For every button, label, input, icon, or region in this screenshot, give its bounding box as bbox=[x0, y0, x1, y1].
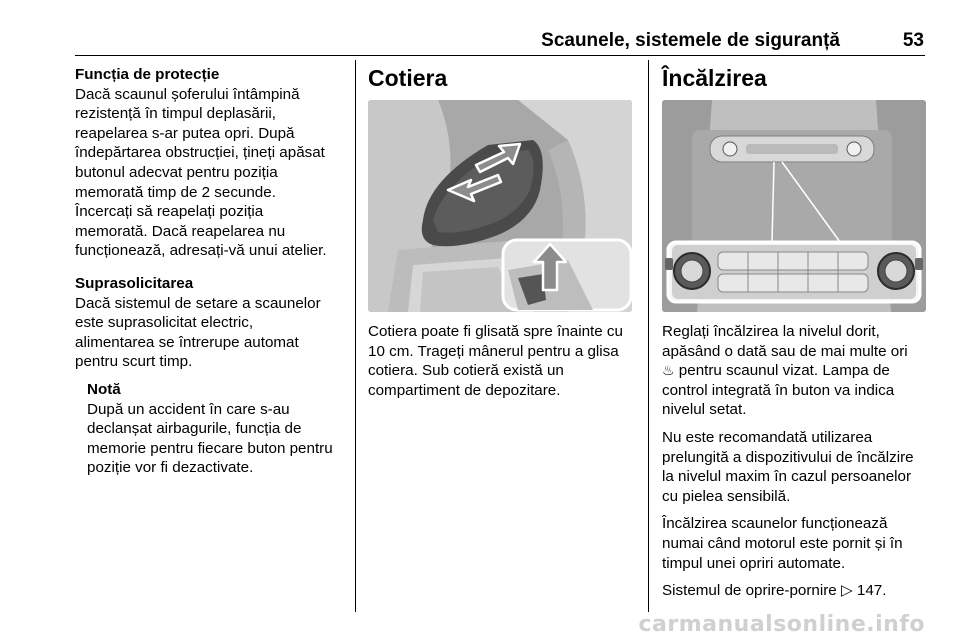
text-line: Nu este recomandată utilizarea bbox=[662, 428, 873, 446]
page-number: 53 bbox=[902, 30, 924, 51]
text-line: reapelarea s-ar putea opri. După bbox=[75, 124, 295, 142]
text-line: la nivelul maxim în cazul persoanelor bbox=[662, 468, 912, 486]
protection-paragraph bbox=[75, 85, 351, 261]
text-line bbox=[662, 361, 927, 381]
overload-paragraph bbox=[75, 294, 351, 372]
column-divider-left bbox=[355, 60, 356, 612]
text-line: funcționează, adresați-vă unui atelier. bbox=[75, 242, 327, 260]
text-line: este suprasolicitat electric, bbox=[75, 314, 254, 332]
seat-heating-controls-illustration bbox=[662, 100, 926, 312]
column-1 bbox=[75, 65, 351, 478]
text-line: timpul unei opriri automate. bbox=[662, 554, 846, 572]
text-span: pentru scaunul vizat. Lampa de bbox=[678, 362, 890, 380]
page-reference-link[interactable]: 147. bbox=[856, 582, 887, 600]
text-span: Sistemul de oprire-pornire bbox=[662, 582, 837, 600]
column-divider-right bbox=[648, 60, 649, 612]
heating-section-title: Încălzirea bbox=[662, 65, 767, 91]
text-line: compartiment de depozitare. bbox=[368, 381, 561, 399]
text-line: După un accident în care s-au bbox=[87, 400, 290, 418]
text-line bbox=[662, 581, 927, 601]
text-line: memorată timp de 2 secunde. bbox=[75, 183, 276, 201]
protection-subheading: Funcția de protecție bbox=[75, 66, 220, 83]
heating-text bbox=[662, 322, 927, 601]
text-line: butonul adecvat pentru poziția bbox=[75, 163, 278, 181]
watermark: carmanualsonline.info bbox=[638, 612, 925, 637]
text-line: apăsând o dată sau de mai multe ori bbox=[662, 342, 908, 360]
overload-subheading: Suprasolicitarea bbox=[75, 274, 194, 292]
column-3 bbox=[662, 65, 927, 91]
text-line: Dacă sistemul de setare a scaunelor bbox=[75, 294, 321, 312]
text-line: cu pielea sensibilă. bbox=[662, 487, 791, 505]
text-line: cotiera. Sub cotieră există un bbox=[368, 362, 564, 380]
armrest-paragraph bbox=[368, 322, 636, 400]
text-line: prelungită a dispozitivului de încălzire bbox=[662, 448, 914, 466]
heating-paragraph-2 bbox=[662, 428, 927, 506]
text-line: îndepărtarea obstrucției, țineți apăsat bbox=[75, 144, 325, 162]
page-reference-arrow-icon: ▷ bbox=[840, 582, 853, 600]
note-box bbox=[75, 380, 351, 478]
header-rule bbox=[75, 55, 925, 56]
text-line: 10 cm. Trageți mânerul pentru a glisa bbox=[368, 342, 619, 360]
heating-paragraph-3 bbox=[662, 514, 927, 573]
text-line: declanșat airbagurile, funcția de bbox=[87, 420, 302, 438]
text-line: numai când motorul este pornit și în bbox=[662, 534, 903, 552]
text-line: poziție vor fi dezactivate. bbox=[87, 459, 254, 477]
text-line: nivelul setat. bbox=[662, 401, 747, 419]
text-line: Încercați să reapelați poziția bbox=[75, 203, 264, 221]
heating-paragraph-1 bbox=[662, 322, 927, 420]
text-line: control integrată în buton va indica bbox=[662, 381, 895, 399]
page-header-title: Scaunele, sistemele de siguranță bbox=[541, 30, 840, 51]
text-line: Cotiera poate fi glisată spre înainte cu bbox=[368, 323, 623, 340]
text-line: alimentarea se întrerupe automat bbox=[75, 333, 299, 351]
armrest-section-title: Cotiera bbox=[368, 65, 448, 91]
note-title: Notă bbox=[87, 380, 121, 398]
text-line: memorată. Dacă reapelarea nu bbox=[75, 222, 286, 240]
seat-heating-icon: ♨ bbox=[662, 362, 675, 379]
text-line: memorie pentru fiecare buton pentru bbox=[87, 439, 333, 457]
column-2 bbox=[368, 65, 636, 91]
text-line: Reglați încălzirea la nivelul dorit, bbox=[662, 323, 880, 340]
text-line: Dacă scaunul șoferului întâmpină bbox=[75, 85, 300, 103]
text-line: rezistență în timpul deplasării, bbox=[75, 105, 276, 123]
heating-paragraph-4 bbox=[662, 581, 927, 601]
text-line: Încălzirea scaunelor funcționează bbox=[662, 515, 888, 533]
text-line: pentru scurt timp. bbox=[75, 353, 193, 371]
armrest-illustration bbox=[368, 100, 632, 312]
